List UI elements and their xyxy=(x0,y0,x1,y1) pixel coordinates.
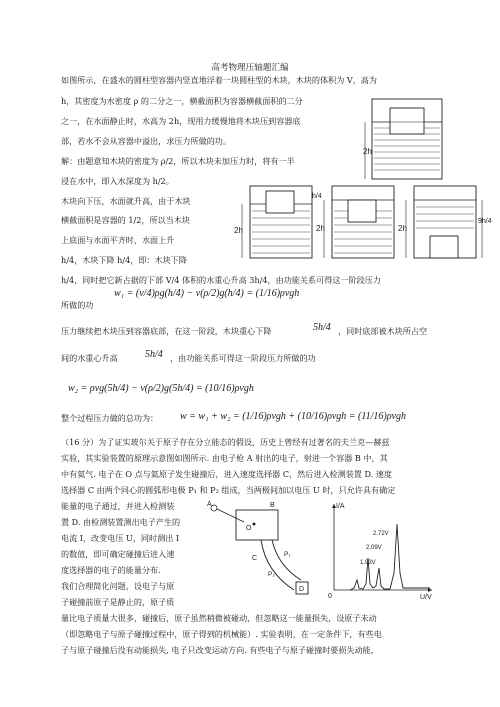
text-line: 间的水重心升高 xyxy=(61,353,118,363)
text-line: 之一，在水面静止时，水高为 2h，现用力缓慢地将木块压到容器底 xyxy=(61,116,301,126)
current-curve xyxy=(350,524,430,590)
text-line: 子碰撞前原子是静止的，原子质 xyxy=(61,597,175,607)
text-line: h/4，木块下降 h/4，即：木块下降 xyxy=(61,255,187,265)
origin-label: 0 xyxy=(328,593,332,600)
text-line: 解：由题意知木块的密度为 ρ/2，所以木块未加压力时，将有一半 xyxy=(61,156,295,166)
dim-label-9h4: 9h/4 xyxy=(478,218,492,225)
text-line: 选择器 C 由两个同心的圆弧形电极 P₁ 和 P₂ 组成，当两极间加以电压 U 时，只允许具有确定 xyxy=(61,485,396,495)
electrode-p1 xyxy=(261,540,294,590)
container-figure-sequence xyxy=(232,181,500,261)
dim-label-2h: 2h xyxy=(234,226,243,235)
label-p2: P₂ xyxy=(268,571,275,578)
wooden-block xyxy=(390,108,424,134)
dim-label-2h: 2h xyxy=(398,224,407,233)
text-line: 的数值，即可确定碰撞后进入速 xyxy=(61,549,175,559)
text-line: 横截面积是容器的 1/2，所以当木块 xyxy=(61,215,190,225)
text-line: ，同时底部被木块所占空 xyxy=(338,326,428,336)
text-line: 上底面与水面平齐时，水面上升 xyxy=(61,235,175,245)
text-line: 子与原子碰撞后没有动能损失, 电子只改变运动方向. 有些电子与原子碰撞时要损失动能, xyxy=(61,645,374,655)
text-line: 置 D. 由检测装置测出电子产生的 xyxy=(61,517,181,527)
text-line: 如图所示，在盛水的圆柱型容器内竖直地浮着一块圆柱型的木块，木块的体积为 V，高为 xyxy=(61,75,377,85)
equation-w1 xyxy=(114,288,299,299)
text-line: 中有氦气. 电子在 O 点与氦原子发生碰撞后，进入速度选择器 C，然后进入检测装置 D. 速度 xyxy=(61,469,392,479)
text-line: h/4，同时把它新占据的下部 V/4 体积的水重心升高 3h/4，由功能关系可得这一阶段压力 xyxy=(61,275,381,285)
text-line: （即忽略电子与原子碰撞过程中，原子得到的机械能）. 实验表明，在一定条件下，有些电 xyxy=(61,629,382,639)
electron-gun-icon xyxy=(211,505,217,511)
fraction-rise: 5h/4 xyxy=(145,349,163,360)
franck-hertz-apparatus xyxy=(206,500,316,602)
text-line: 度选择器的电子的能量分布. xyxy=(61,565,161,575)
text-line: 木块向下压，水面就升高，由于木块 xyxy=(61,196,191,206)
text-line: 部，若水不会从容器中溢出，求压力所做的功。 xyxy=(61,136,231,146)
dim-label-2h: 2h xyxy=(316,224,325,233)
wooden-block xyxy=(348,200,376,222)
text-line: h，其密度为水密度 ρ 的二分之一，横截面积为容器横截面积的二分 xyxy=(61,96,303,106)
page-title: 高考物理压轴题汇编 xyxy=(211,63,289,73)
dim-label-2h: 2h xyxy=(363,147,372,156)
text-line: 实验，其实验装置的原理示意图如图所示. 由电子枪 A 射出的电子，射进一个容器 B 中，其 xyxy=(61,453,388,463)
equation-w1-text: w₁ = (v/4)ρg(h/4) − v(ρ/2)g(h/4) = (1/16)ρvgh xyxy=(114,288,300,299)
label-d: D xyxy=(299,586,305,593)
x-axis-label: U/V xyxy=(420,594,432,600)
current-voltage-graph xyxy=(320,498,440,600)
text-line: 压力继续把木块压到容器底部，在这一阶段，木块重心下降 xyxy=(61,326,272,336)
container-b xyxy=(312,186,394,258)
container-a xyxy=(234,186,312,258)
text-line: 整个过程压力做的总功为： xyxy=(61,413,159,423)
collision-point xyxy=(253,523,256,526)
text-line: 我们合理简化问题，设电子与原 xyxy=(61,581,175,591)
label-a: A xyxy=(207,501,212,508)
y-axis-label: I/A xyxy=(336,503,345,510)
peak-label: 1.93V xyxy=(360,560,376,566)
label-b: B xyxy=(270,502,275,509)
peak-label: 2.09V xyxy=(366,545,382,551)
wooden-block xyxy=(266,191,294,213)
wooden-block xyxy=(430,236,458,258)
chamber-b xyxy=(236,510,278,540)
peak-label: 2.72V xyxy=(373,531,389,537)
text-line: 所做的功 xyxy=(61,300,94,310)
dim-label-h4: h/4 xyxy=(312,193,322,200)
container-c xyxy=(398,186,492,258)
label-c: C xyxy=(252,555,258,562)
label-o: O xyxy=(246,525,252,532)
label-p1: P₁ xyxy=(284,551,291,558)
container-figure-initial xyxy=(362,94,447,182)
text-line: 电流 I，改变电压 U，同时测出 I xyxy=(61,533,180,543)
text-line: （16 分）为了证实玻尔关于原子存在分立能态的假设，历史上曾经有过著名的夫兰克—赫兹 xyxy=(61,437,390,447)
equation-w2: w₂ = ρvg(5h/4) − v(ρ/2)g(5h/4) = (10/16)ρvgh xyxy=(68,383,254,394)
fraction-drop: 5h/4 xyxy=(313,322,331,333)
text-line: 能量的电子通过，并进入检测装 xyxy=(61,501,175,511)
equation-total: w = w₁ + w₂ = (1/16)ρvgh + (10/16)ρvgh = (11/16)ρvgh xyxy=(180,411,406,422)
text-line: ，由功能关系可得这一阶段压力所做的功 xyxy=(170,353,316,363)
text-line: 量比电子质量大很多，碰撞后，原子虽然稍微被碰动，但忽略这一能量损失，设原子未动 xyxy=(61,613,377,623)
text-line: 浸在水中，即入水深度为 h/2。 xyxy=(61,176,174,186)
